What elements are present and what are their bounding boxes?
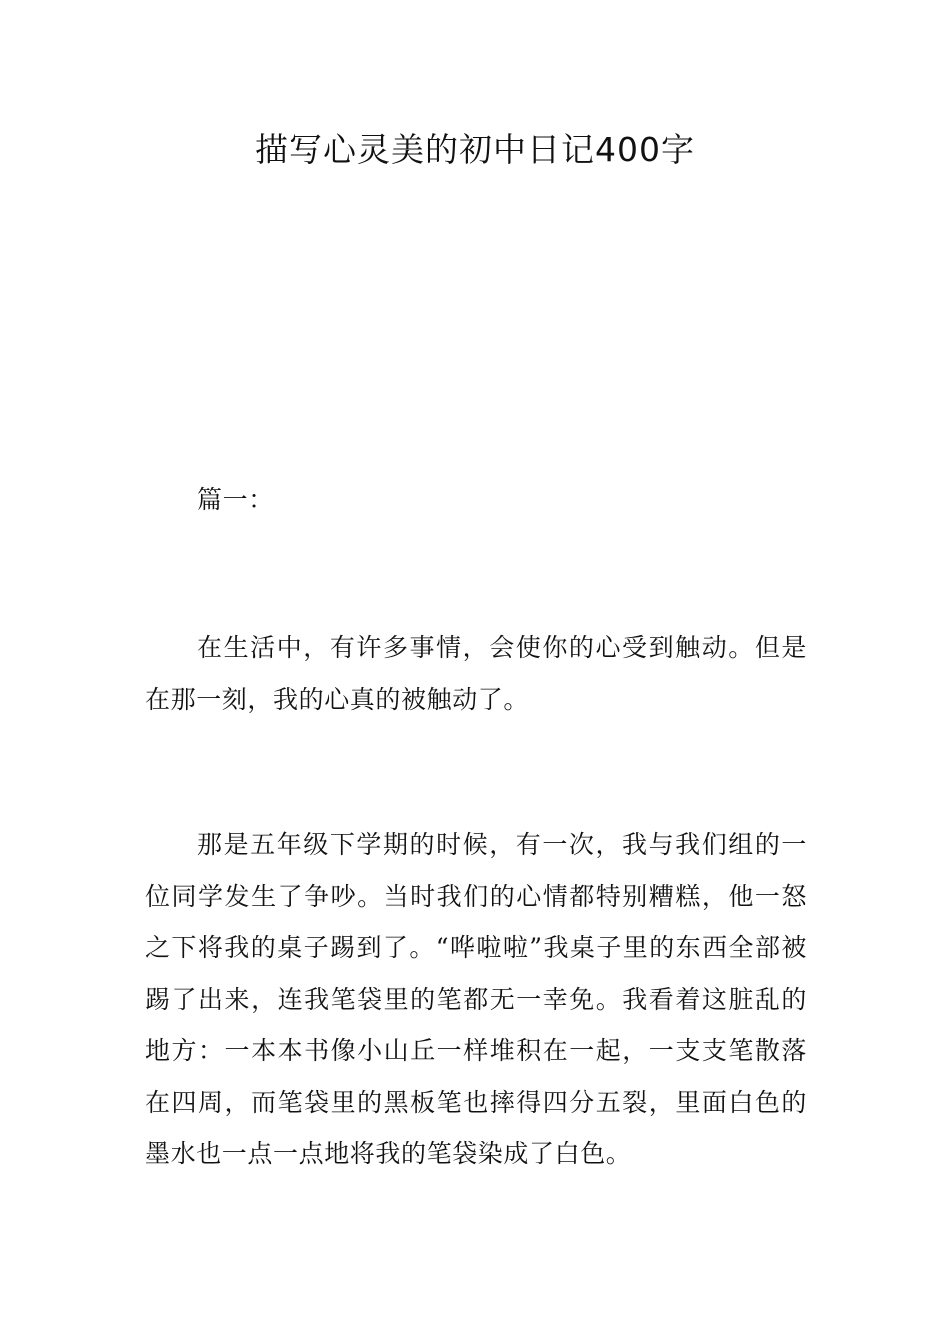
section-label: 篇一： [197,485,274,514]
paragraph-1: 在生活中，有许多事情，会使你的心受到触动。但是在那一刻，我的心真的被触动了。 [145,633,807,714]
document-title: 描写心灵美的初中日记400字 [255,130,695,169]
paragraph-2: 那是五年级下学期的时候，有一次，我与我们组的一位同学发生了争吵。当时我们的心情都特别糟糕，他一怒之下将我的桌子踢到了。“哗啦啦”我桌子里的东西全部被踢了出来，连我笔袋里的笔都无一幸免。我看着这脏乱的地方：一本本书像小山丘一样堆积在一起，一支支笔散落在四周，而笔袋里的黑板笔也摔得四分五裂，里面白色的墨水也一点一点地将我的笔袋染成了白色。 [145,830,807,1168]
